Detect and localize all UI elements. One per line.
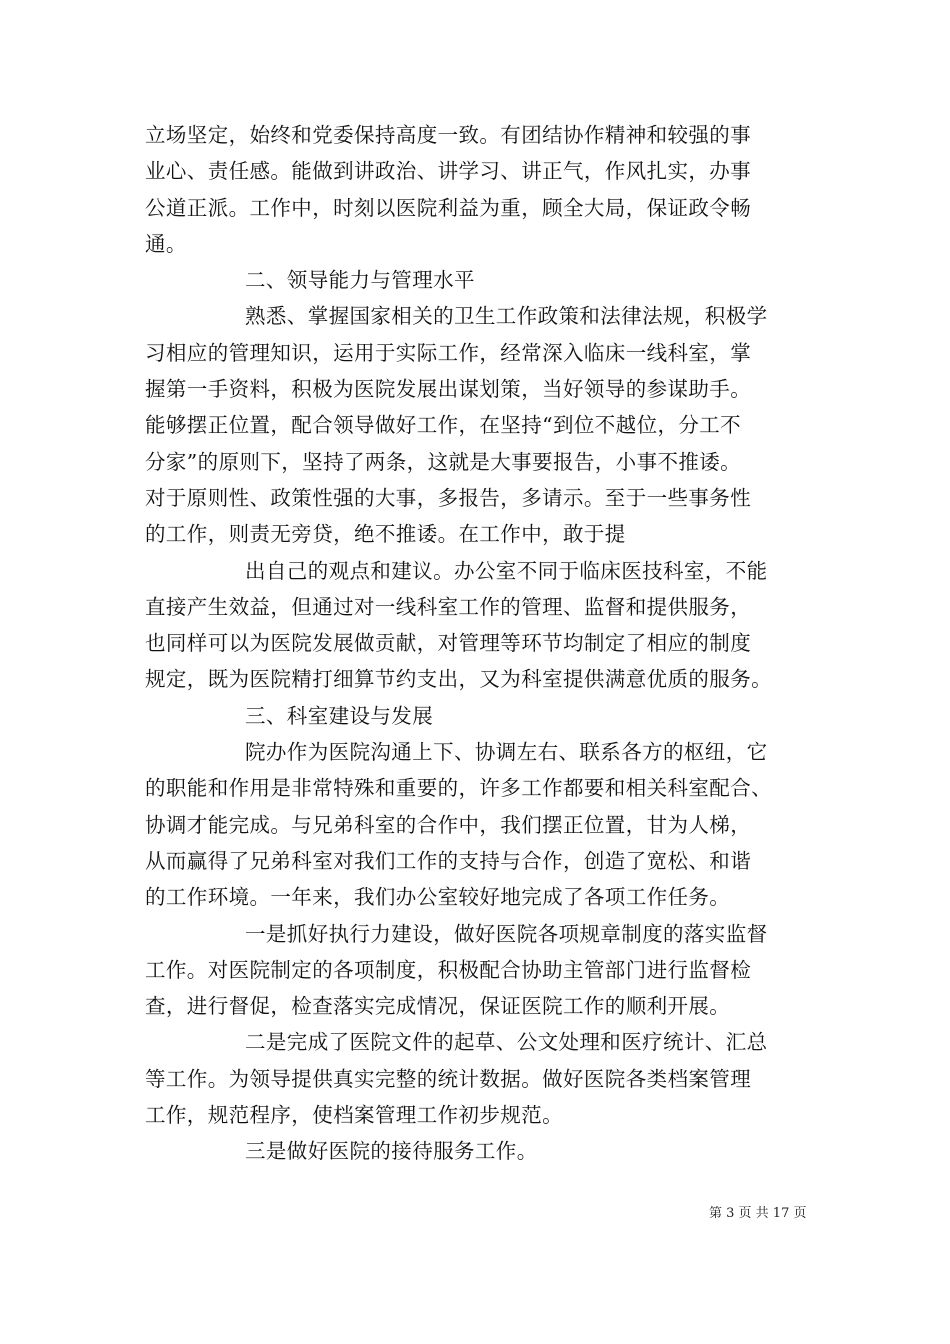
- text-line: 对于原则性、政策性强的大事，多报告，多请示。至于一些事务性: [145, 485, 752, 510]
- text-line: 习相应的管理知识，运用于实际工作，经常深入临床一线科室，掌: [145, 340, 752, 365]
- section-heading: 二、领导能力与管理水平: [245, 268, 475, 293]
- text-line: 的职能和作用是非常特殊和重要的，许多工作都要和相关科室配合、: [145, 776, 772, 801]
- document-body: [145, 117, 813, 1170]
- text-line: 三是做好医院的接待服务工作。: [245, 1139, 538, 1164]
- text-line: 查，进行督促，检查落实完成情况，保证医院工作的顺利开展。: [145, 994, 731, 1019]
- text-line: 分家”的原则下，坚持了两条，这就是大事要报告，小事不推诿。: [145, 449, 742, 474]
- text-line: 的工作，则责无旁贷，绝不推诿。在工作中，敢于提: [145, 522, 626, 547]
- text-line: 也同样可以为医院发展做贡献，对管理等环节均制定了相应的制度: [145, 631, 752, 656]
- text-line: 工作，规范程序，使档案管理工作初步规范。: [145, 1103, 563, 1128]
- text-line: 立场坚定，始终和党委保持高度一致。有团结协作精神和较强的事: [145, 123, 752, 147]
- section-heading: 三、科室建设与发展: [245, 703, 434, 728]
- text-line: 工作。对医院制定的各项制度，积极配合协助主管部门进行监督检: [145, 957, 752, 982]
- page-number-footer: 第 3 页 共 17 页: [709, 1206, 807, 1221]
- text-line: 能够摆正位置，配合领导做好工作，在坚持“到位不越位，分工不: [145, 413, 742, 438]
- text-line: 业心、责任感。能做到讲政治、讲学习、讲正气，作风扎实，办事: [145, 159, 752, 184]
- text-line: 公道正派。工作中，时刻以医院利益为重，顾全大局，保证政令畅: [145, 195, 752, 220]
- text-line: 一是抓好执行力建设，做好医院各项规章制度的落实监督: [245, 921, 768, 946]
- text-line: 从而赢得了兄弟科室对我们工作的支持与合作，创造了宽松、和谐: [145, 848, 752, 873]
- text-line: 等工作。为领导提供真实完整的统计数据。做好医院各类档案管理: [145, 1066, 752, 1091]
- text-line: 协调才能完成。与兄弟科室的合作中，我们摆正位置，甘为人梯，: [145, 812, 752, 837]
- text-line: 熟悉、掌握国家相关的卫生工作政策和法律法规，积极学: [245, 304, 768, 329]
- text-line: 直接产生效益，但通过对一线科室工作的管理、监督和提供服务，: [145, 594, 752, 619]
- text-line: 出自己的观点和建议。办公室不同于临床医技科室，不能: [245, 558, 768, 583]
- text-line: 的工作环境。一年来，我们办公室较好地完成了各项工作任务。: [145, 885, 731, 910]
- text-line: 二是完成了医院文件的起草、公文处理和医疗统计、汇总: [245, 1030, 768, 1055]
- text-line: 握第一手资料，积极为医院发展出谋划策，当好领导的参谋助手。: [145, 377, 752, 402]
- text-line: 规定，既为医院精打细算节约支出，又为科室提供满意优质的服务。: [145, 667, 772, 692]
- text-line: 院办作为医院沟通上下、协调左右、联系各方的枢纽，它: [245, 740, 768, 765]
- text-line: 通。: [145, 231, 187, 256]
